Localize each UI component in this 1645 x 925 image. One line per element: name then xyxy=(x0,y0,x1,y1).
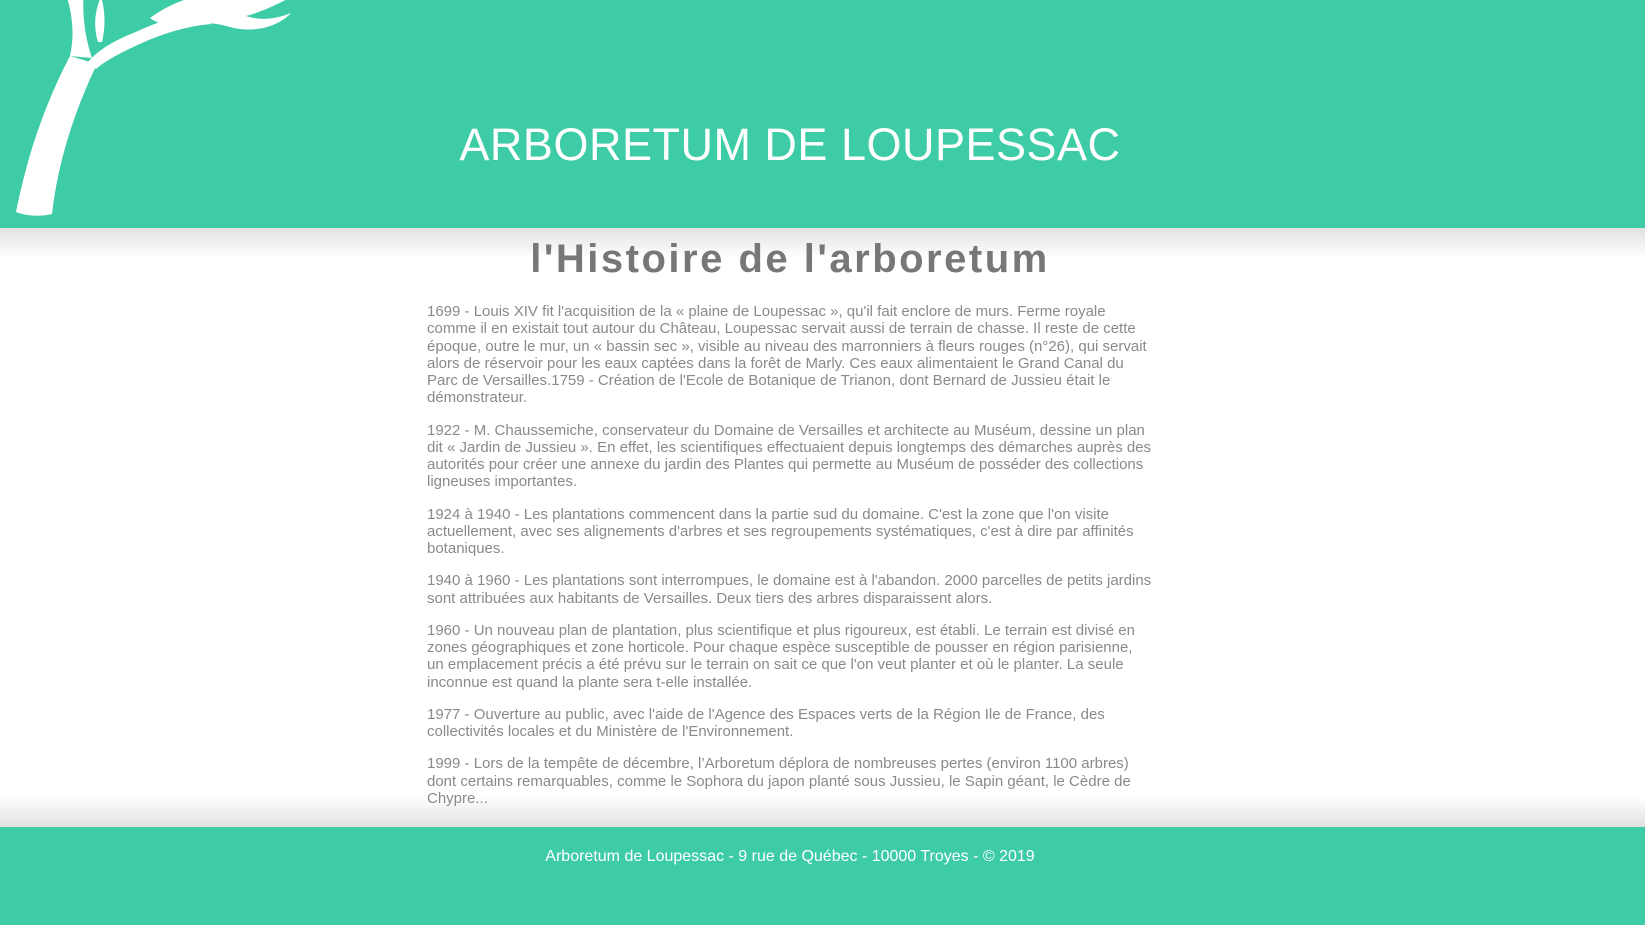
page-header xyxy=(0,0,1645,228)
content-area xyxy=(0,228,1645,827)
page-title: l'Histoire de l'arboretum xyxy=(530,237,1050,281)
tree-logo-icon xyxy=(0,0,300,228)
footer-text: Arboretum de Loupessac - 9 rue de Québec - 10000 Troyes - © 2019 xyxy=(545,848,1035,865)
history-text xyxy=(427,282,1153,807)
history-paragraph: 1924 à 1940 - Les plantations commencent dans la partie sud du domaine. C'est la zone que l'on visite actuellement, avec ses alignements d'arbres et ses regroupements systématiques, c'est à dire par affinités botaniques. xyxy=(427,505,1134,557)
history-paragraph: 1977 - Ouverture au public, avec l'aide de l'Agence des Espaces verts de la Région Ile de France, des collectivités locales et du Ministère de l'Environnement. xyxy=(427,705,1105,740)
history-paragraph: 1922 - M. Chaussemiche, conservateur du Domaine de Versailles et architecte au Muséum, dessine un plan dit « Jardin de Jussieu ». En effet, les scientifiques effectuaient depuis longtemps des démarches auprès des autorités pour créer une annexe du jardin des Plantes qui permette au Muséum de posséder des collections ligneuses importantes. xyxy=(427,421,1152,491)
history-paragraph: 1940 à 1960 - Les plantations sont interrompues, le domaine est à l'abandon. 2000 parcelles de petits jardins sont attribuées aux habitants de Versailles. Deux tiers des arbres disparaissent alors. xyxy=(427,572,1152,607)
page-footer xyxy=(0,827,1645,925)
site-title: ARBORETUM DE LOUPESSAC xyxy=(459,119,1121,170)
history-paragraph: 1960 - Un nouveau plan de plantation, plus scientifique et plus rigoureux, est établi. Le terrain est divisé en zones géographiques et zone horticole. Pour chaque espèce susceptible de pousser en région parisienne, un emplacement précis a été prévu sur le terrain on sait ce que l'on veut planter et où le planter. La seule inconnue est quand la plante sera t-elle installée. xyxy=(427,621,1135,691)
history-paragraph: 1699 - Louis XIV fit l'acquisition de la « plaine de Loupessac », qu'il fait enclore de murs. Ferme royale comme il en existait tout autour du Château, Loupessac servait aussi de terrain de chasse. Il reste de cette époque, outre le mur, un « bassin sec », visible au niveau des marronniers à fleurs rouges (n°26), qui servait alors de réservoir pour les eaux captées dans la forêt de Marly. Ces eaux alimentaient le Grand Canal du Parc de Versailles.1759 - Création de l'Ecole de Botanique de Trianon, dont Bernard de Jussieu était le démonstrateur. xyxy=(427,303,1147,407)
history-paragraph: 1999 - Lors de la tempête de décembre, l’Arboretum déplora de nombreuses pertes (environ 1100 arbres) dont certains remarquables, comme le Sophora du japon planté sous Jussieu, le Sapin géant, le Cèdre de Chypre... xyxy=(427,755,1131,807)
